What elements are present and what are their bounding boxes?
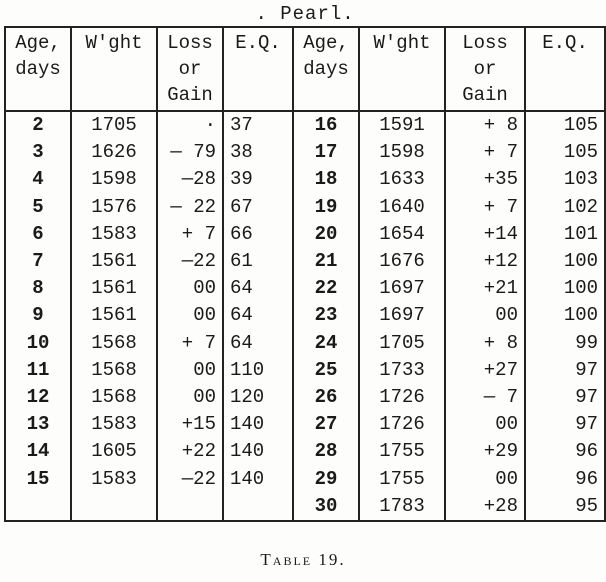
table-cell-weight: 1697 — [359, 302, 445, 329]
document-sheet — [4, 2, 604, 542]
table-cell-eq: 37 — [223, 111, 293, 139]
table-cell-weight: 1654 — [359, 221, 445, 248]
table-cell-weight: 1568 — [71, 330, 157, 357]
table-cell-loss-gain: +28 — [445, 493, 525, 521]
table-cell-age: 17 — [293, 139, 359, 166]
table-row — [5, 275, 605, 302]
header-eq-2: E.Q. — [525, 27, 605, 111]
table-cell-loss-gain: 00 — [157, 357, 223, 384]
table-row — [5, 139, 605, 166]
table-cell-weight: 1561 — [71, 302, 157, 329]
table-cell-age: 20 — [293, 221, 359, 248]
table-row — [5, 166, 605, 193]
table-cell-age: 5 — [5, 194, 71, 221]
table-cell-age: 25 — [293, 357, 359, 384]
table-cell-weight: 1583 — [71, 221, 157, 248]
pearl-weight-table — [4, 2, 606, 522]
table-cell-weight: 1697 — [359, 275, 445, 302]
header-eq: E.Q. — [223, 27, 293, 111]
table-cell-age: 18 — [293, 166, 359, 193]
table-cell-eq: 66 — [223, 221, 293, 248]
table-cell-weight: 1676 — [359, 248, 445, 275]
table-cell-weight: 1783 — [359, 493, 445, 521]
table-cell-age: 22 — [293, 275, 359, 302]
table-cell-weight: 1598 — [71, 166, 157, 193]
table-cell-eq — [223, 493, 293, 521]
table-cell-loss-gain: +15 — [157, 411, 223, 438]
table-cell-loss-gain: 00 — [157, 384, 223, 411]
table-cell-eq: 64 — [223, 302, 293, 329]
table-cell-age: 9 — [5, 302, 71, 329]
table-cell-eq: 102 — [525, 194, 605, 221]
table-row — [5, 411, 605, 438]
table-cell-loss-gain: +14 — [445, 221, 525, 248]
table-cell-age: 12 — [5, 384, 71, 411]
table-cell-weight: 1591 — [359, 111, 445, 139]
table-cell-age: 11 — [5, 357, 71, 384]
table-cell-loss-gain: 00 — [445, 302, 525, 329]
table-cell-weight: 1583 — [71, 465, 157, 492]
table-cell-loss-gain: 00 — [157, 302, 223, 329]
table-title: . Pearl. — [5, 2, 605, 27]
table-cell-age: 6 — [5, 221, 71, 248]
table-cell-eq: 97 — [525, 384, 605, 411]
table-row — [5, 221, 605, 248]
table-cell-age: 3 — [5, 139, 71, 166]
table-cell-age: 24 — [293, 330, 359, 357]
table-row — [5, 194, 605, 221]
table-cell-eq: 96 — [525, 438, 605, 465]
table-row — [5, 302, 605, 329]
header-weight-2: W'ght — [359, 27, 445, 111]
table-row — [5, 248, 605, 275]
table-cell-age: 27 — [293, 411, 359, 438]
table-cell-weight — [71, 493, 157, 521]
table-cell-eq: 96 — [525, 465, 605, 492]
table-cell-weight: 1626 — [71, 139, 157, 166]
table-row — [5, 330, 605, 357]
table-cell-loss-gain: 00 — [157, 275, 223, 302]
table-cell-eq: 110 — [223, 357, 293, 384]
table-cell-loss-gain: +27 — [445, 357, 525, 384]
table-cell-eq: 64 — [223, 275, 293, 302]
table-row — [5, 493, 605, 521]
header-age: Age, days — [5, 27, 71, 111]
table-cell-loss-gain: + 7 — [445, 139, 525, 166]
table-cell-age: 29 — [293, 465, 359, 492]
table-cell-eq: 120 — [223, 384, 293, 411]
table-cell-age: 10 — [5, 330, 71, 357]
table-cell-age: 14 — [5, 438, 71, 465]
table-cell-eq: 140 — [223, 465, 293, 492]
table-cell-eq: 140 — [223, 438, 293, 465]
table-cell-eq: 105 — [525, 111, 605, 139]
table-cell-age: 30 — [293, 493, 359, 521]
table-cell-weight: 1705 — [71, 111, 157, 139]
header-row — [5, 27, 605, 111]
table-cell-eq: 95 — [525, 493, 605, 521]
table-cell-eq: 39 — [223, 166, 293, 193]
table-body — [5, 111, 605, 521]
table-cell-loss-gain: 00 — [445, 411, 525, 438]
table-cell-eq: 67 — [223, 194, 293, 221]
table-cell-eq: 38 — [223, 139, 293, 166]
table-cell-loss-gain: +29 — [445, 438, 525, 465]
table-cell-eq: 100 — [525, 275, 605, 302]
table-cell-age: 8 — [5, 275, 71, 302]
table-cell-loss-gain: + 8 — [445, 111, 525, 139]
table-cell-loss-gain: 00 — [445, 465, 525, 492]
table-cell-weight: 1726 — [359, 411, 445, 438]
header-loss-gain: Loss or Gain — [157, 27, 223, 111]
header-age-2: Age, days — [293, 27, 359, 111]
table-cell-loss-gain: · — [157, 111, 223, 139]
table-cell-weight: 1576 — [71, 194, 157, 221]
header-weight: W'ght — [71, 27, 157, 111]
table-cell-eq: 61 — [223, 248, 293, 275]
table-cell-age: 16 — [293, 111, 359, 139]
table-cell-age: 4 — [5, 166, 71, 193]
table-cell-eq: 101 — [525, 221, 605, 248]
table-row — [5, 465, 605, 492]
table-cell-age: 21 — [293, 248, 359, 275]
table-cell-eq: 105 — [525, 139, 605, 166]
table-row — [5, 384, 605, 411]
table-cell-eq: 103 — [525, 166, 605, 193]
table-cell-age: 2 — [5, 111, 71, 139]
table-cell-weight: 1598 — [359, 139, 445, 166]
table-cell-loss-gain: + 7 — [157, 221, 223, 248]
table-cell-eq: 140 — [223, 411, 293, 438]
table-cell-weight: 1561 — [71, 248, 157, 275]
table-cell-loss-gain: —28 — [157, 166, 223, 193]
table-caption: Table 19. — [260, 550, 346, 569]
table-cell-eq: 100 — [525, 302, 605, 329]
table-cell-loss-gain — [157, 493, 223, 521]
table-cell-eq: 99 — [525, 330, 605, 357]
table-cell-eq: 97 — [525, 357, 605, 384]
table-cell-age — [5, 493, 71, 521]
table-cell-weight: 1733 — [359, 357, 445, 384]
table-cell-weight: 1568 — [71, 384, 157, 411]
table-cell-age: 7 — [5, 248, 71, 275]
table-row — [5, 438, 605, 465]
table-cell-loss-gain: + 7 — [445, 194, 525, 221]
table-cell-loss-gain: —22 — [157, 465, 223, 492]
table-cell-age: 26 — [293, 384, 359, 411]
table-cell-weight: 1726 — [359, 384, 445, 411]
table-cell-age: 23 — [293, 302, 359, 329]
table-cell-weight: 1705 — [359, 330, 445, 357]
table-cell-weight: 1755 — [359, 438, 445, 465]
table-cell-weight: 1755 — [359, 465, 445, 492]
table-cell-loss-gain: + 7 — [157, 330, 223, 357]
table-cell-eq: 97 — [525, 411, 605, 438]
table-cell-loss-gain: +21 — [445, 275, 525, 302]
table-cell-age: 13 — [5, 411, 71, 438]
table-cell-age: 15 — [5, 465, 71, 492]
table-cell-weight: 1568 — [71, 357, 157, 384]
table-cell-weight: 1561 — [71, 275, 157, 302]
table-row — [5, 357, 605, 384]
table-cell-loss-gain: +35 — [445, 166, 525, 193]
table-row — [5, 111, 605, 139]
table-cell-loss-gain: — 22 — [157, 194, 223, 221]
table-cell-loss-gain: +12 — [445, 248, 525, 275]
table-cell-loss-gain: —22 — [157, 248, 223, 275]
table-cell-weight: 1633 — [359, 166, 445, 193]
table-cell-age: 19 — [293, 194, 359, 221]
table-cell-eq: 64 — [223, 330, 293, 357]
table-cell-loss-gain: — 79 — [157, 139, 223, 166]
table-cell-weight: 1583 — [71, 411, 157, 438]
table-cell-weight: 1640 — [359, 194, 445, 221]
table-cell-weight: 1605 — [71, 438, 157, 465]
table-cell-loss-gain: — 7 — [445, 384, 525, 411]
header-loss-gain-2: Loss or Gain — [445, 27, 525, 111]
table-cell-loss-gain: +22 — [157, 438, 223, 465]
table-cell-eq: 100 — [525, 248, 605, 275]
table-cell-loss-gain: + 8 — [445, 330, 525, 357]
table-cell-age: 28 — [293, 438, 359, 465]
